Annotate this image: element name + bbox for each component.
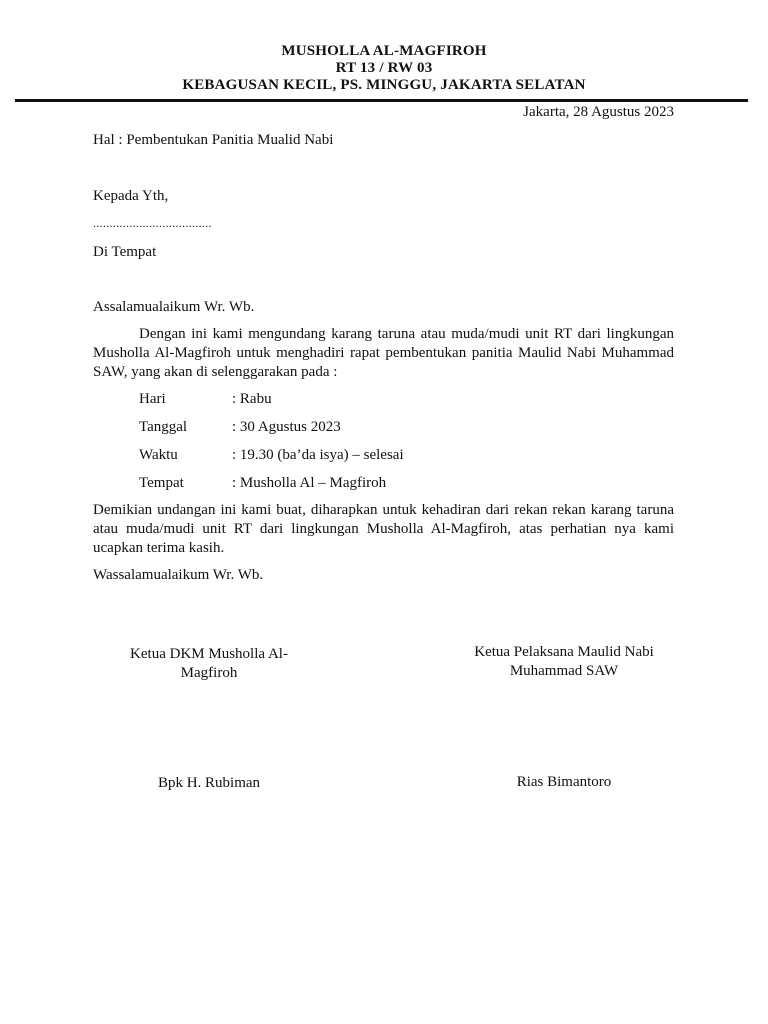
letterhead-divider: [15, 99, 748, 102]
detail-label-tanggal: Tanggal: [139, 419, 188, 435]
greeting: Assalamualaikum Wr. Wb.: [93, 299, 255, 315]
signatory-left-title-line2: Magfiroh: [180, 665, 238, 681]
closing-paragraph: Demikian undangan ini kami buat, diharapkan untuk kehadiran dari rekan rekan karang taruna atau muda/mudi unit RT dari lingkungan Musholla Al-Magfiroh, atas perhatian nya kami ucapkan terima kasih.: [93, 502, 674, 556]
signatory-left-title-line1: Ketua DKM Musholla Al-: [130, 646, 288, 662]
letterhead-name: MUSHOLLA AL-MAGFIROH: [281, 43, 487, 59]
signatory-left-name: Bpk H. Rubiman: [157, 775, 261, 791]
detail-value-tanggal: : 30 Agustus 2023: [232, 419, 341, 435]
detail-value-hari: : Rabu: [232, 391, 272, 407]
recipient-place: Di Tempat: [93, 244, 157, 260]
signatory-right-title-line1: Ketua Pelaksana Maulid Nabi: [474, 644, 654, 660]
detail-label-tempat: Tempat: [139, 475, 184, 491]
letter-subject: Hal : Pembentukan Panitia Mualid Nabi: [93, 132, 334, 148]
recipient-blank: ....................................: [93, 216, 212, 230]
letterhead-rt-rw: RT 13 / RW 03: [335, 60, 433, 76]
detail-value-waktu: : 19.30 (ba’da isya) – selesai: [232, 447, 404, 463]
signatory-right-name: Rias Bimantoro: [516, 774, 612, 790]
detail-value-tempat: : Musholla Al – Magfiroh: [232, 475, 387, 491]
detail-label-hari: Hari: [139, 391, 166, 407]
detail-label-waktu: Waktu: [139, 447, 178, 463]
letterhead-address: KEBAGUSAN KECIL, PS. MINGGU, JAKARTA SELATAN: [182, 77, 586, 93]
recipient-to: Kepada Yth,: [93, 188, 169, 204]
body-paragraph: Dengan ini kami mengundang karang taruna atau muda/mudi unit RT dari lingkungan Musholla Al-Magfiroh untuk menghadiri rapat pembentukan panitia Maulid Nabi Muhammad SAW, yang akan di selenggarakan pada :: [93, 326, 674, 380]
farewell: Wassalamualaikum Wr. Wb.: [93, 567, 264, 583]
signatory-right-title-line2: Muhammad SAW: [509, 663, 619, 679]
letter-date: Jakarta, 28 Agustus 2023: [523, 104, 674, 120]
